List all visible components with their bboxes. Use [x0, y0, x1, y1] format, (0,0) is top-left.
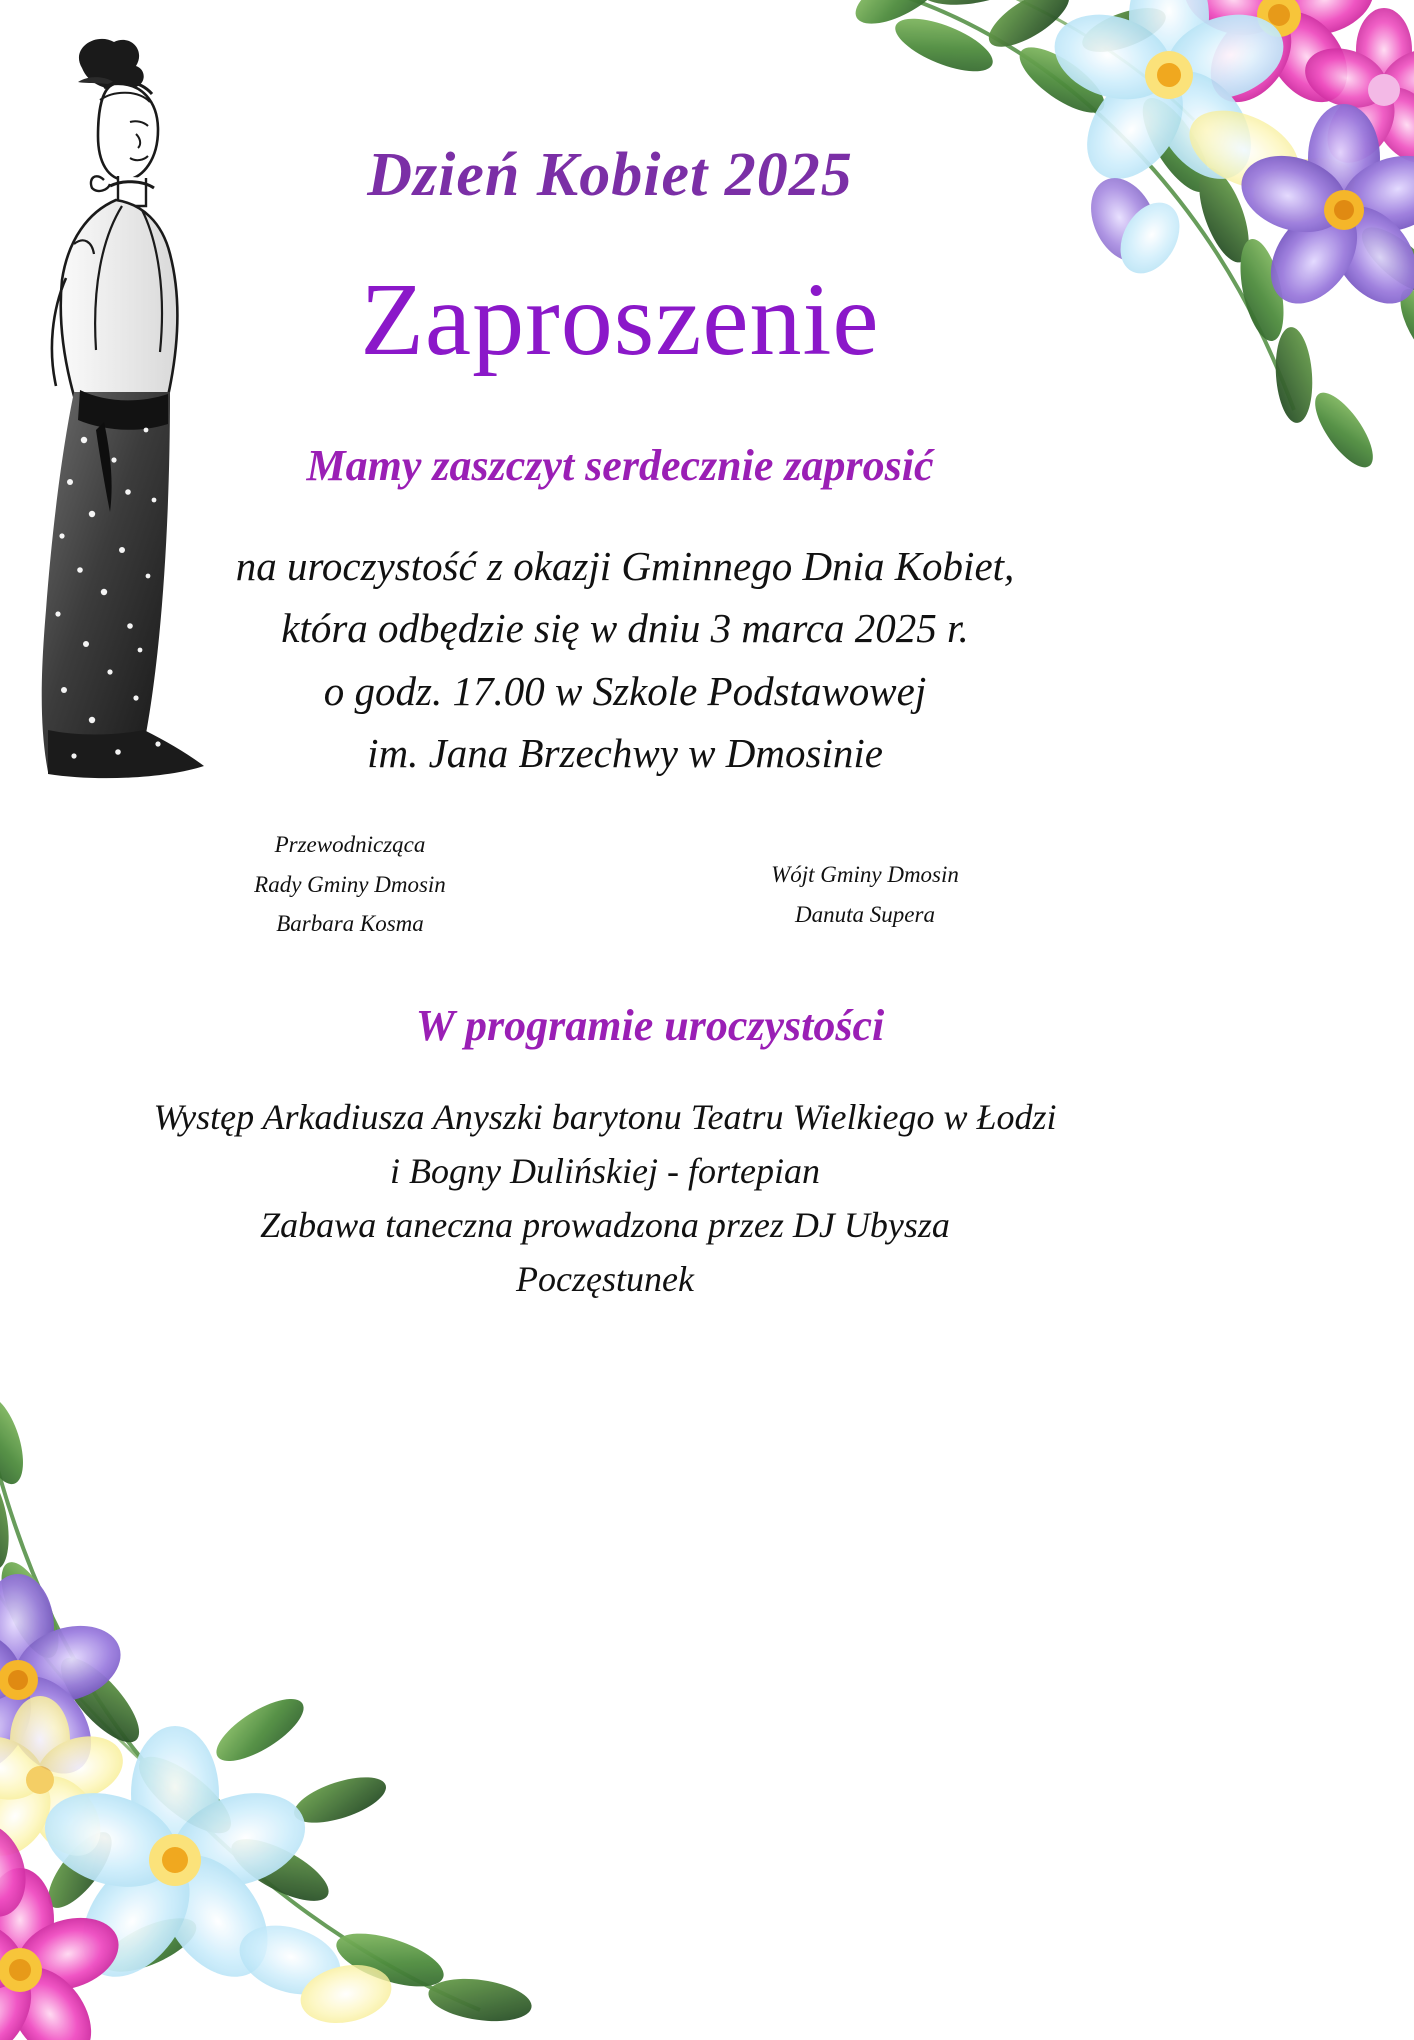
signature-line: Przewodnicząca	[274, 832, 426, 857]
programme-item: Występ Arkadiusza Anyszki barytonu Teatru Wielkiego w Łodzi	[153, 1097, 1057, 1137]
flowers-bottom-left-decoration	[0, 1400, 580, 2040]
invitation-body-line: na uroczystość z okazji Gminnego Dnia Kobiet,	[235, 543, 1015, 589]
signature-mayor	[700, 855, 1030, 934]
signature-line: Wójt Gminy Dmosin	[771, 862, 959, 887]
invitation-lead: Mamy zaszczyt serdecznie zaprosić	[306, 441, 934, 490]
invitation-body-line: o godz. 17.00 w Szkole Podstawowej	[323, 667, 927, 714]
page-title: Zaproszenie	[360, 262, 880, 377]
programme-item: i Bogny Dulińskiej - fortepian	[390, 1151, 820, 1191]
invitation-body-line: im. Jana Brzechwy w Dmosinie	[367, 729, 883, 776]
programme-item: Zabawa taneczna prowadzona przez DJ Ubysza	[260, 1205, 950, 1245]
invitation-body-line: która odbędzie się w dniu 3 marca 2025 r.	[281, 605, 969, 652]
signature-council-chair	[200, 825, 500, 944]
signature-line: Barbara Kosma	[276, 911, 424, 937]
signature-line: Rady Gminy Dmosin	[254, 871, 446, 897]
programme-heading: W programie uroczystości	[415, 1001, 885, 1050]
programme-item: Poczęstunek	[516, 1259, 694, 1299]
event-title: Dzień Kobiet 2025	[367, 141, 853, 209]
signature-line: Danuta Supera	[795, 901, 935, 927]
invitation-body	[150, 535, 1100, 784]
programme-body	[90, 1090, 1120, 1306]
